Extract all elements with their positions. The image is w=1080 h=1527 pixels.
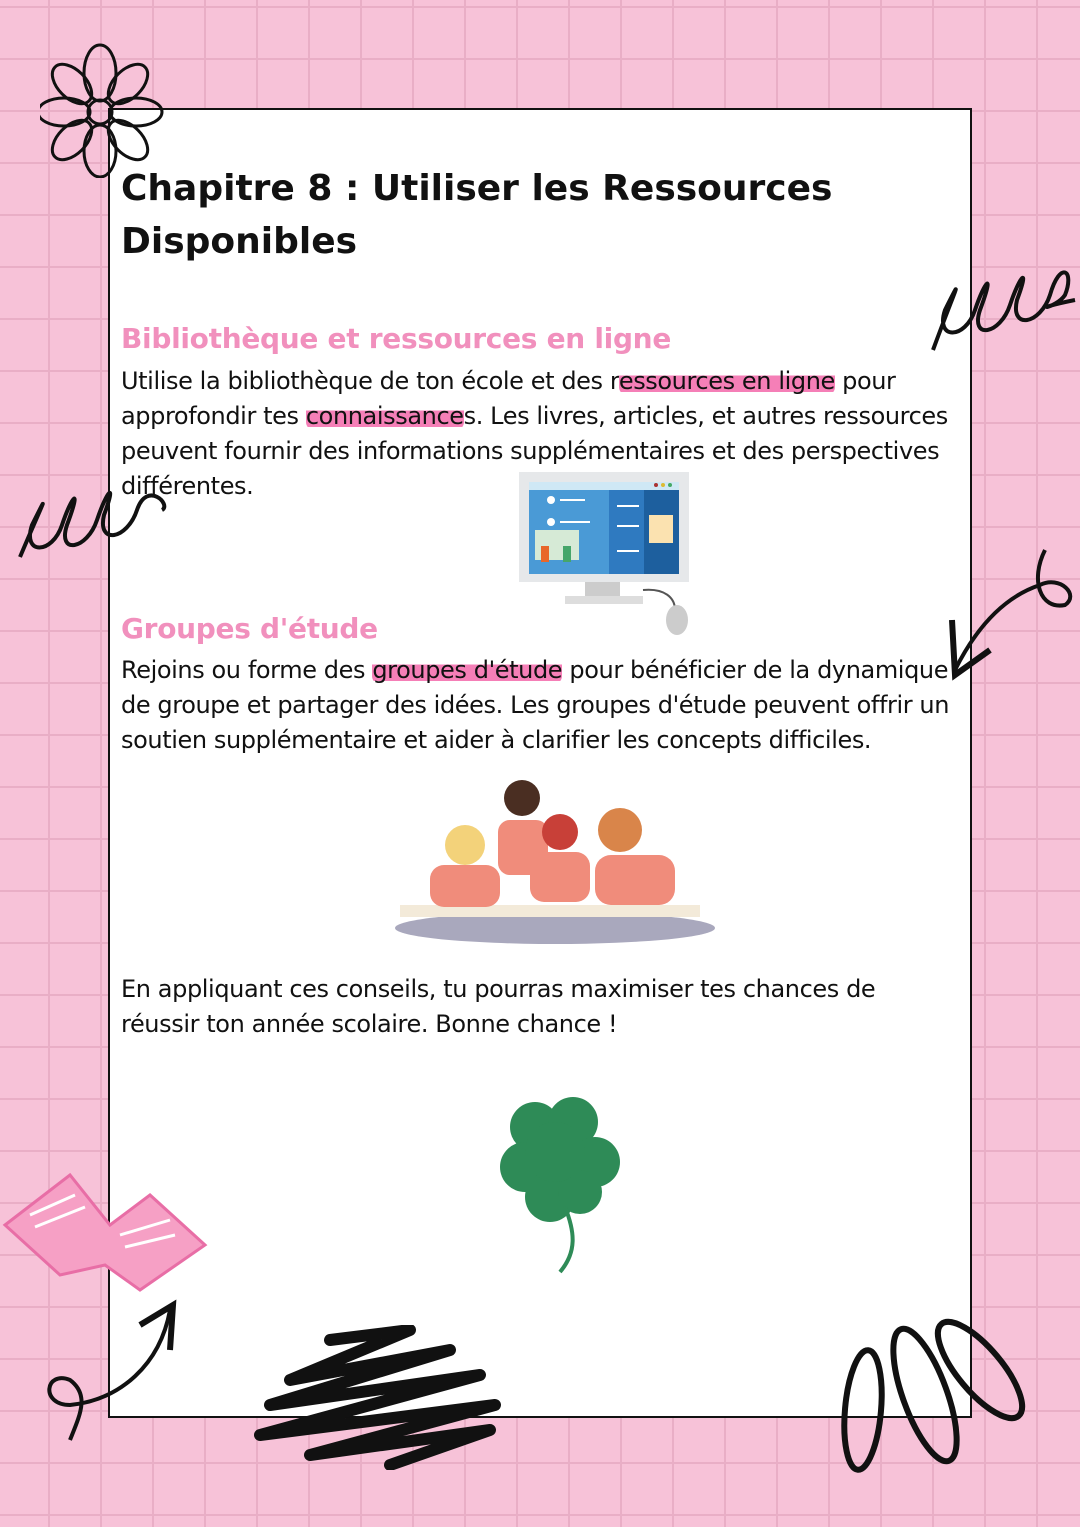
section-heading-library: Bibliothèque et ressources en ligne (121, 322, 672, 355)
section-heading-study-groups: Groupes d'étude (121, 612, 378, 645)
page-title: Chapitre 8 : Utiliser les Ressources Disponibles (121, 168, 833, 262)
text: pour bénéficier de la dynamique de groupe et partager des idées. Les groupes d'étude peuvent offrir un soutien supplémentaire et aider à clarifier les concepts difficiles. (121, 656, 950, 754)
highlight: groupes d'étude (372, 656, 563, 684)
open-book-doodle-icon (0, 1165, 210, 1295)
flower-doodle-icon (40, 38, 170, 178)
text: s. Les livres, articles, et autres ressources peuvent fournir des informations supplémentaires et des perspectives différentes. (121, 402, 948, 500)
text: pour approfondir tes (121, 367, 896, 430)
computer-illustration (515, 470, 695, 640)
highlight: essources en ligne (618, 367, 835, 395)
loop-doodle-icon (12, 465, 172, 565)
study-group-illustration (390, 770, 720, 950)
scribble-doodle-icon (250, 1325, 505, 1470)
text: Rejoins ou forme des (121, 656, 373, 684)
conclusion-text: En appliquant ces conseils, tu pourras maximiser tes chances de réussir ton année scolaire. Bonne chance ! (121, 975, 876, 1038)
arrow-doodle-icon (40, 1295, 185, 1445)
clover-icon (485, 1082, 630, 1277)
highlight: connaissance (305, 402, 464, 430)
section-text-study-groups (121, 653, 951, 758)
ovals-doodle-icon (835, 1310, 1035, 1475)
loop-doodle-icon (925, 250, 1080, 360)
text: Utilise la bibliothèque de ton école et des r (121, 367, 619, 395)
arrow-doodle-icon (940, 540, 1080, 690)
